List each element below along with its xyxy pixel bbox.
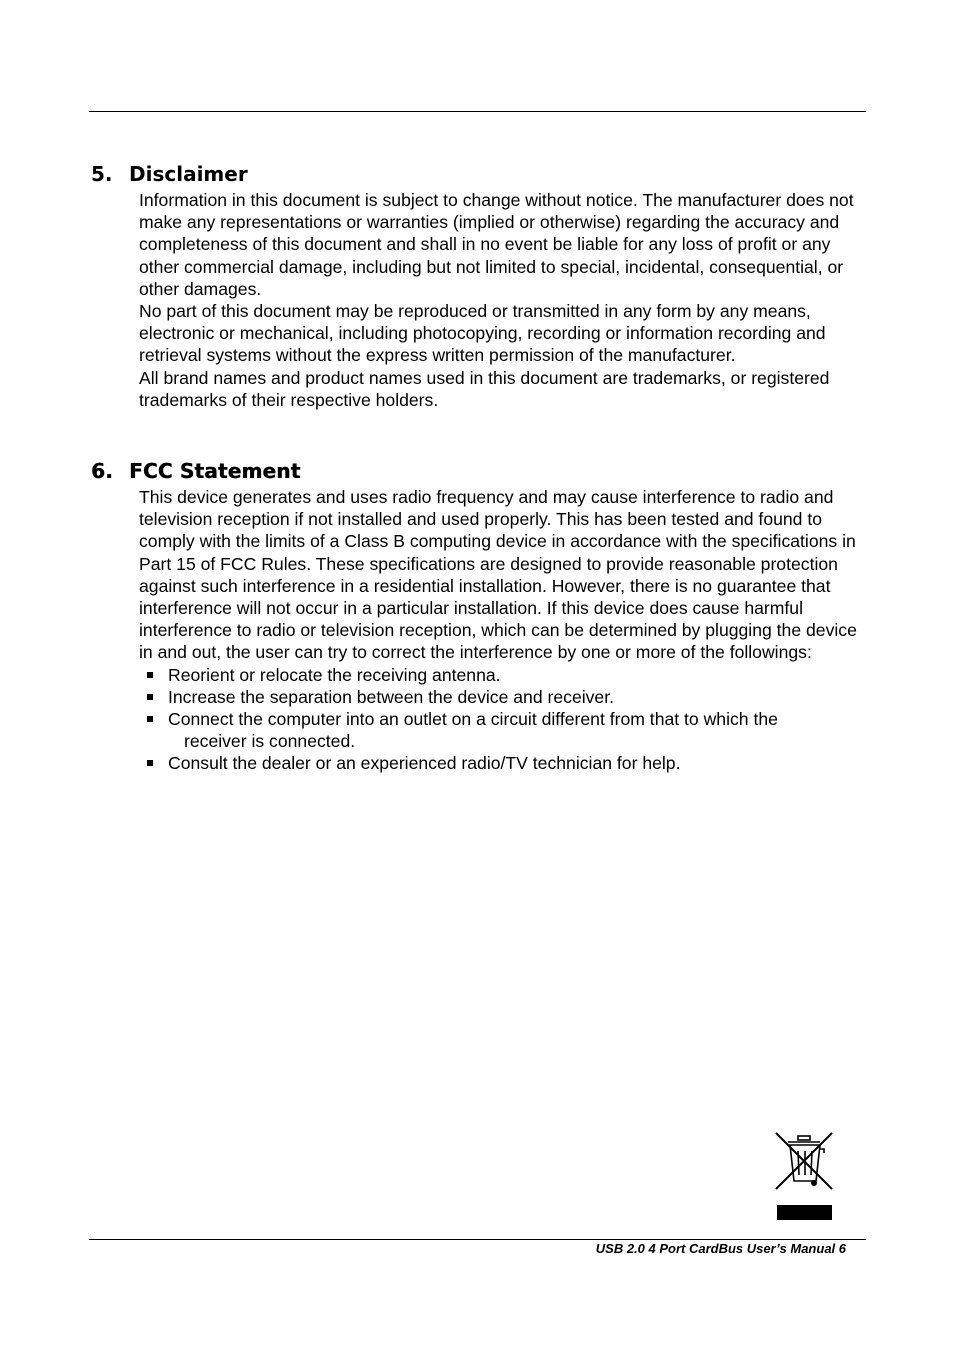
header-rule: [89, 111, 866, 112]
section-heading: [91, 162, 866, 186]
section-fcc-statement: [91, 459, 866, 775]
list-item-text: Connect the computer into an outlet on a circuit different from that to which the: [168, 709, 778, 730]
page-footer: USB 2.0 4 Port CardBus User’s Manual 6: [595, 1241, 846, 1256]
square-bullet-icon: [147, 716, 153, 722]
list-item-continuation: receiver is connected.: [184, 731, 356, 752]
paragraph: All brand names and product names used in this document are trademarks, or registered trademarks of their respective holders.: [139, 367, 830, 410]
section-title: Disclaimer: [129, 162, 248, 186]
list-item: [144, 708, 867, 752]
list-item-text: Increase the separation between the device and receiver.: [168, 686, 614, 707]
crossed-out-wheelie-bin-icon: [774, 1131, 834, 1223]
section-number: 5.: [91, 162, 113, 186]
section-number: 6.: [91, 459, 113, 483]
list-item-text: Consult the dealer or an experienced radio/TV technician for help.: [168, 753, 681, 774]
section-disclaimer: [91, 162, 866, 411]
section-title: FCC Statement: [129, 459, 301, 483]
section-body: [139, 486, 867, 775]
list-item: [144, 752, 867, 774]
paragraph: This device generates and uses radio frequency and may cause interference to radio and television reception if not installed and used properly. This has been tested and found to comply with the limits of a Class B computing device in accordance with the specifications in Part 15 of FCC Rules. These specifications are designed to provide reasonable protection against such interference in a residential installation. However, there is no guarantee that interference will not occur in a particular installation. If this device does cause harmful interference to radio or television reception, which can be determined by plugging the device in and out, the user can try to correct the interference by one or more of the followings:: [139, 487, 857, 663]
list-item-text: Reorient or relocate the receiving antenna.: [168, 664, 501, 685]
square-bullet-icon: [147, 672, 153, 678]
square-bullet-icon: [147, 760, 153, 766]
section-heading: [91, 459, 866, 483]
section-body: [139, 189, 867, 411]
paragraph: Information in this document is subject to change without notice. The manufacturer does not make any representations or warranties (implied or otherwise) regarding the accuracy and completeness of this document and shall in no event be liable for any loss of profit or any other commercial damage, including but not limited to special, incidental, consequential, or other damages.: [139, 190, 854, 299]
paragraph: No part of this document may be reproduced or transmitted in any form by any means, electronic or mechanical, including photocopying, recording or information recording and retrieval systems without the express written permission of the manufacturer.: [139, 301, 826, 366]
bullet-list: [144, 664, 867, 775]
square-bullet-icon: [147, 694, 153, 700]
list-item: [144, 664, 867, 686]
list-item: [144, 686, 867, 708]
